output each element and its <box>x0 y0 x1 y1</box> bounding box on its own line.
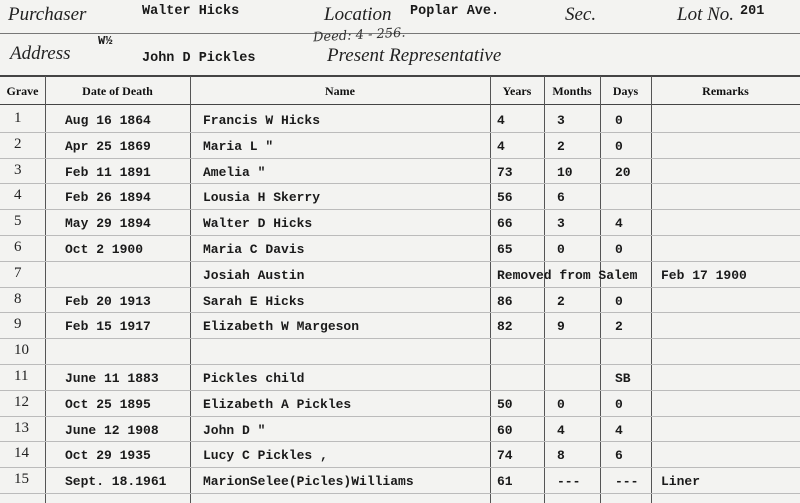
name-cell: Elizabeth W Margeson <box>203 319 360 335</box>
name-cell: Walter D Hicks <box>203 216 313 232</box>
months-cell: 10 <box>557 164 573 180</box>
grave-number-cell: 10 <box>14 342 29 359</box>
name-cell: Sarah E Hicks <box>203 293 305 309</box>
grave-number-cell: 1 <box>14 110 22 126</box>
lot-label: Lot No. <box>677 4 735 25</box>
months-cell: 2 <box>557 138 565 154</box>
address-label: Address <box>10 43 71 64</box>
name-cell: Lousia H Skerry <box>203 190 321 206</box>
col-divider <box>651 76 652 503</box>
years-cell: 86 <box>497 293 513 309</box>
months-cell: 6 <box>557 190 565 206</box>
days-cell: --- <box>615 474 639 490</box>
row-divider <box>0 338 800 339</box>
grave-number-cell: 6 <box>14 239 22 255</box>
years-cell: 56 <box>497 190 513 206</box>
name-cell: Maria L " <box>203 138 274 154</box>
column-header-years: Years <box>502 84 532 98</box>
grave-number-cell: 7 <box>14 264 22 281</box>
col-divider <box>190 76 191 503</box>
name-cell: Maria C Davis <box>203 242 305 257</box>
row-divider <box>0 287 800 288</box>
date-of-death-cell: Aug 16 1864 <box>65 113 151 128</box>
months-cell: 3 <box>557 216 565 232</box>
date-of-death-cell: Feb 15 1917 <box>65 319 151 335</box>
purchaser-value: Walter Hicks <box>142 4 240 19</box>
years-cell: 74 <box>497 448 513 464</box>
representative-label: Present Representative <box>327 45 502 66</box>
years-cell: Removed from Salem <box>497 267 638 283</box>
row-divider <box>0 312 800 313</box>
name-cell: John D " <box>203 422 266 438</box>
col-divider <box>490 76 491 503</box>
grave-number-cell: 8 <box>14 290 22 307</box>
name-cell: Elizabeth A Pickles <box>203 396 352 412</box>
date-of-death-cell: Oct 29 1935 <box>65 448 151 464</box>
date-of-death-cell: Sept. 18.1961 <box>65 474 167 490</box>
lot-value: 201 <box>740 4 765 19</box>
column-header-date-of-death: Date of Death <box>82 84 153 98</box>
name-cell: Francis W Hicks <box>203 113 321 128</box>
representative-value: John D Pickles <box>142 51 256 66</box>
years-cell: 4 <box>497 138 505 154</box>
months-cell: --- <box>557 474 581 490</box>
date-of-death-cell: June 12 1908 <box>65 422 159 438</box>
days-cell: SB <box>615 371 631 386</box>
years-cell: 65 <box>497 242 513 257</box>
months-cell: 0 <box>557 396 565 412</box>
location-label: Location <box>324 4 392 25</box>
name-cell: Josiah Austin <box>203 267 305 283</box>
days-cell: 6 <box>615 448 623 464</box>
grave-number-cell: 11 <box>14 368 29 384</box>
name-cell: Amelia " <box>203 164 266 180</box>
date-of-death-cell: Oct 25 1895 <box>65 396 151 412</box>
years-cell: 60 <box>497 422 513 438</box>
row-divider <box>0 467 800 468</box>
grave-number-cell: 13 <box>14 419 29 436</box>
date-of-death-cell: June 11 1883 <box>65 371 159 386</box>
remarks-cell: Liner <box>661 474 701 490</box>
months-cell: 3 <box>557 113 565 128</box>
row-divider <box>0 493 800 494</box>
row-divider <box>0 441 800 442</box>
row-divider <box>0 416 800 417</box>
grave-number-cell: 4 <box>14 187 22 204</box>
row-divider <box>0 261 800 262</box>
months-cell: 0 <box>557 242 565 257</box>
grave-number-cell: 14 <box>14 445 29 462</box>
days-cell: 0 <box>615 242 623 257</box>
months-cell: 4 <box>557 422 565 438</box>
months-cell: 8 <box>557 448 565 464</box>
days-cell: 0 <box>615 113 623 128</box>
years-cell: 66 <box>497 216 513 232</box>
years-cell: 73 <box>497 164 513 180</box>
days-cell: 0 <box>615 293 623 309</box>
grave-number-cell: 2 <box>14 135 22 152</box>
months-cell: 9 <box>557 319 565 335</box>
row-divider <box>0 209 800 210</box>
purchaser-label: Purchaser <box>8 4 87 25</box>
address-mark: W½ <box>98 34 113 48</box>
row-divider <box>0 132 800 133</box>
months-cell: 2 <box>557 293 565 309</box>
table-header-border <box>0 104 800 105</box>
days-cell: 20 <box>615 164 631 180</box>
row-divider <box>0 235 800 236</box>
date-of-death-cell: Apr 25 1869 <box>65 138 151 154</box>
col-divider <box>600 76 601 503</box>
days-cell: 2 <box>615 319 623 335</box>
table-top-border <box>0 75 800 77</box>
row-divider <box>0 183 800 184</box>
years-cell: 4 <box>497 113 505 128</box>
date-of-death-cell: Oct 2 1900 <box>65 242 144 257</box>
col-divider <box>544 76 545 503</box>
days-cell: 0 <box>615 138 623 154</box>
years-cell: 50 <box>497 396 513 412</box>
row-divider <box>0 390 800 391</box>
deed-note: Deed: 4 - 256. <box>312 25 406 46</box>
date-of-death-cell: Feb 20 1913 <box>65 293 151 309</box>
days-cell: 4 <box>615 216 623 232</box>
row-divider <box>0 158 800 159</box>
grave-number-cell: 9 <box>14 316 22 333</box>
years-cell: 82 <box>497 319 513 335</box>
column-header-months: Months <box>552 84 592 98</box>
grave-number-cell: 15 <box>14 471 29 488</box>
date-of-death-cell: Feb 26 1894 <box>65 190 151 206</box>
row-divider <box>0 364 800 365</box>
column-header-name: Name <box>325 84 355 98</box>
days-cell: 4 <box>615 422 623 438</box>
column-header-remarks: Remarks <box>702 84 749 98</box>
days-cell: 0 <box>615 396 623 412</box>
name-cell: Lucy C Pickles , <box>203 448 328 464</box>
sec-label: Sec. <box>565 4 597 25</box>
column-header-days: Days <box>612 84 639 98</box>
date-of-death-cell: Feb 11 1891 <box>65 164 151 180</box>
remarks-cell: Feb 17 1900 <box>661 267 747 283</box>
name-cell: MarionSelee(Picles)Williams <box>203 474 414 490</box>
col-divider <box>45 76 46 503</box>
grave-number-cell: 12 <box>14 393 29 410</box>
grave-number-cell: 3 <box>14 161 22 178</box>
column-header-grave: Grave <box>6 84 39 98</box>
name-cell: Pickles child <box>203 371 305 386</box>
location-value: Poplar Ave. <box>410 4 500 19</box>
date-of-death-cell: May 29 1894 <box>65 216 151 232</box>
years-cell: 61 <box>497 474 513 490</box>
grave-number-cell: 5 <box>14 213 22 230</box>
